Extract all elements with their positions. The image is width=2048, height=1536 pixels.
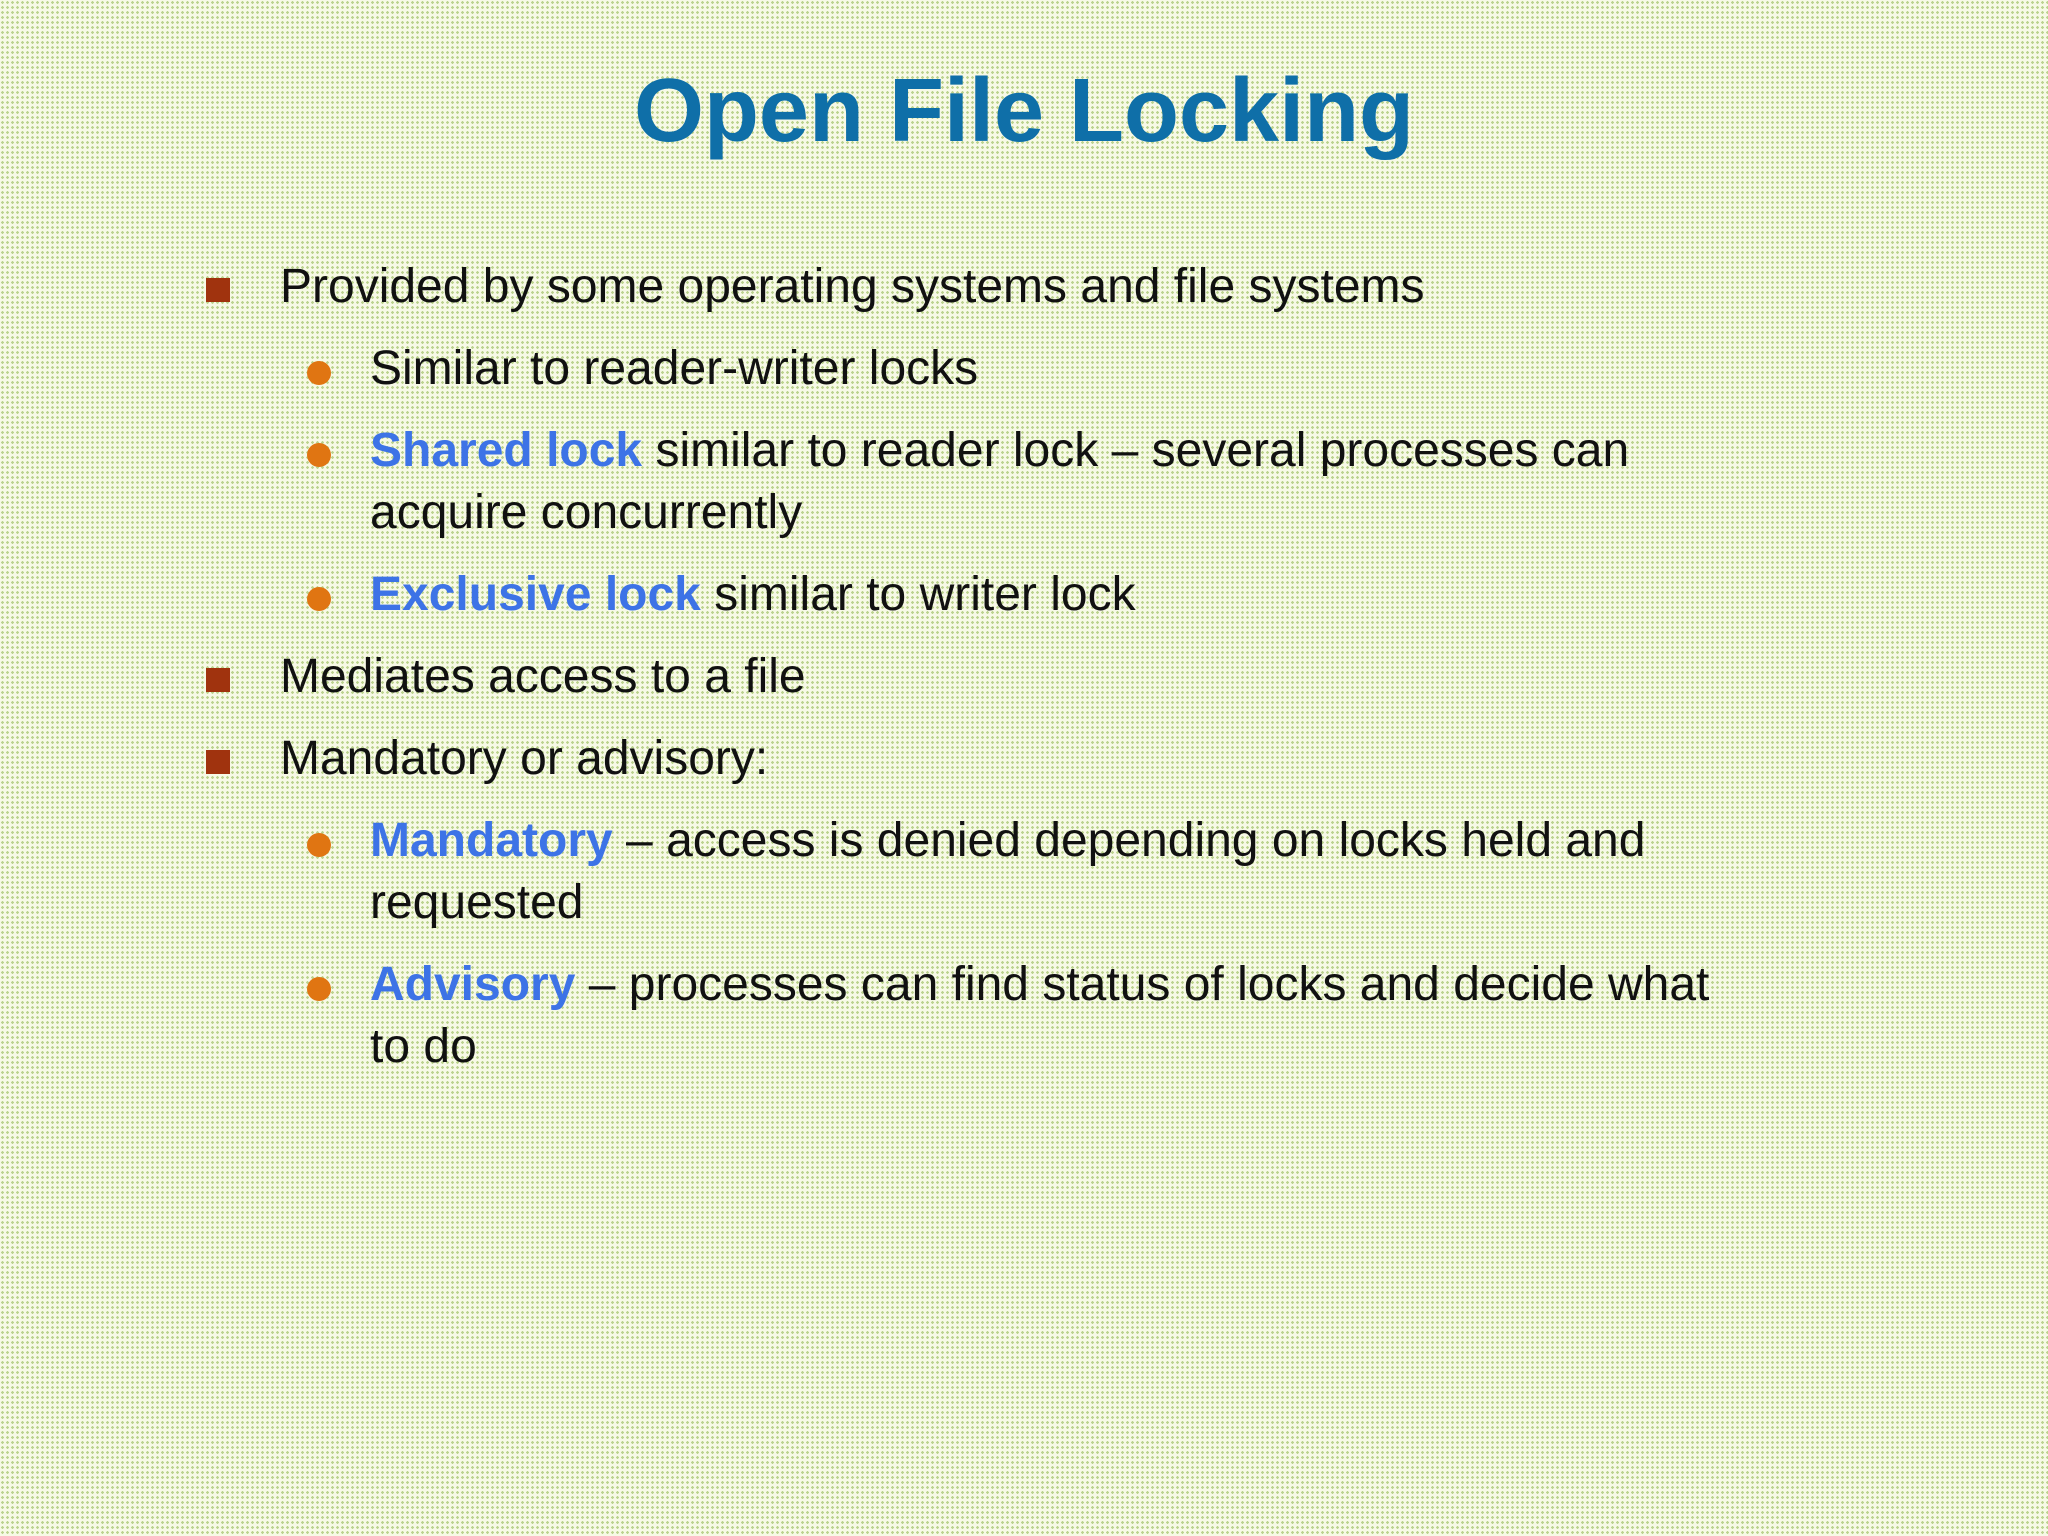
bullet-text: Mandatory or advisory: — [280, 732, 769, 785]
bullet-item — [200, 646, 1760, 708]
sub-bullet-item — [200, 420, 1760, 544]
bullet-text: Provided by some operating systems and file systems — [280, 260, 1425, 313]
round-bullet-icon — [307, 587, 331, 611]
bullet-text: – access is denied depending on locks held and requested — [370, 814, 1646, 929]
round-bullet-icon — [307, 361, 331, 385]
sub-bullet-item — [200, 954, 1760, 1078]
bullet-text: Mediates access to a file — [280, 650, 806, 703]
bullet-term: Exclusive lock — [370, 568, 701, 621]
bullet-text: – processes can find status of locks and decide what to do — [370, 958, 1710, 1073]
slide-title: Open File Locking — [633, 61, 1415, 161]
square-bullet-icon — [206, 750, 230, 774]
square-bullet-icon — [206, 278, 230, 302]
sub-bullet-item — [200, 338, 1760, 400]
bullet-text: Similar to reader-writer locks — [370, 342, 979, 395]
bullet-item — [200, 256, 1760, 318]
bullet-list — [200, 256, 1760, 1098]
square-bullet-icon — [206, 668, 230, 692]
round-bullet-icon — [307, 977, 331, 1001]
sub-bullet-item — [200, 564, 1760, 626]
bullet-item — [200, 728, 1760, 790]
round-bullet-icon — [307, 833, 331, 857]
bullet-term: Mandatory — [370, 814, 613, 867]
bullet-term: Advisory — [370, 958, 576, 1011]
bullet-text: similar to reader lock – several processes can acquire concurrently — [370, 424, 1630, 539]
sub-bullet-item — [200, 810, 1760, 934]
bullet-term: Shared lock — [370, 424, 643, 477]
bullet-text: similar to writer lock — [700, 568, 1136, 621]
round-bullet-icon — [307, 443, 331, 467]
